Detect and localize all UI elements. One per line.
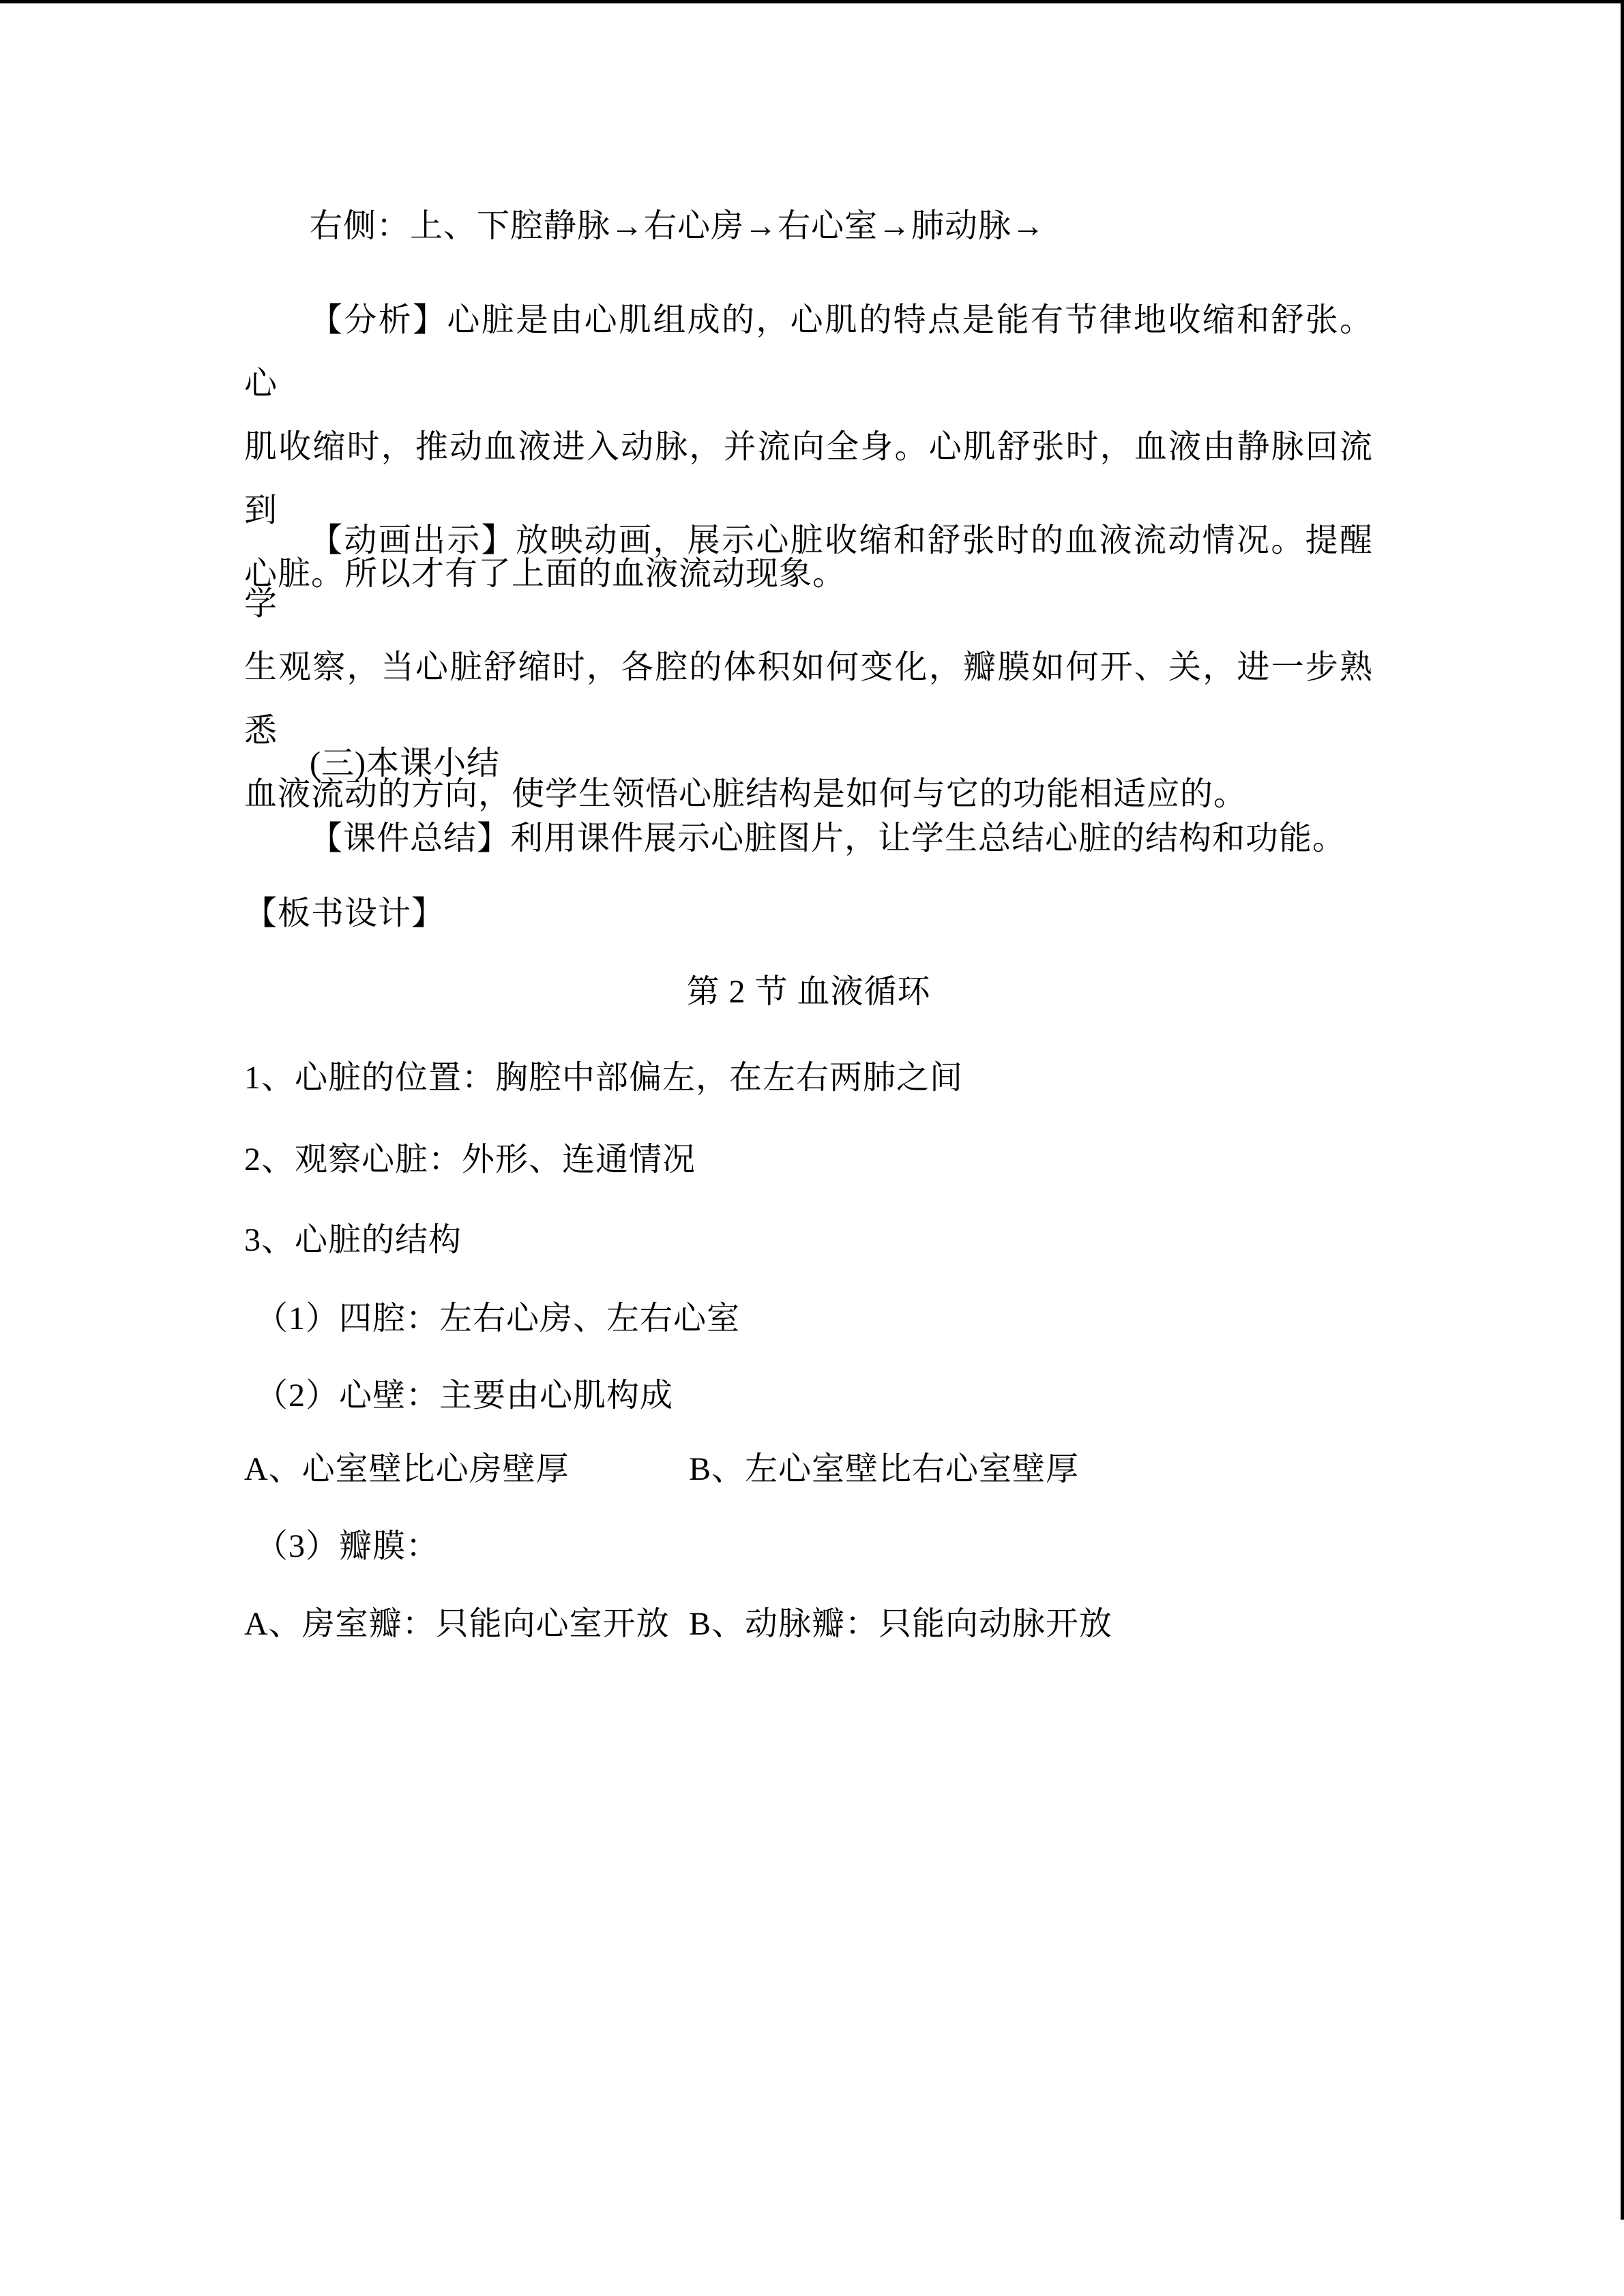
board-item-3: 3、心脏的结构 [244, 1222, 462, 1258]
valve-note-b: B、动脉瓣：只能向动脉开放 [689, 1606, 1113, 1642]
text-line: 心脏。所以才有了上面的血液流动现象。 [244, 556, 846, 592]
text-line: 肌收缩时，推动血液进入动脉，并流向全身。心肌舒张时，血液由静脉回流到 [244, 429, 1373, 528]
text-line: 【动画出示】放映动画，展示心脏收缩和舒张时的血液流动情况。提醒学 [244, 522, 1373, 622]
board-sub-item-1: （1）四腔：左右心房、左右心室 [255, 1300, 741, 1337]
board-title: 第 2 节 血液循环 [686, 974, 931, 1010]
text-line: 【分析】心脏是由心肌组成的，心肌的特点是能有节律地收缩和舒张。心 [244, 302, 1373, 402]
wall-note-a: A、心室壁比心房壁厚 [244, 1451, 570, 1487]
board-sub-item-3: （3）瓣膜： [255, 1528, 440, 1564]
page-top-border [0, 0, 1624, 3]
valve-notes-row [244, 1592, 1373, 1656]
courseware-summary-line: 【课件总结】利用课件展示心脏图片，让学生总结心脏的结构和功能。 [310, 820, 1346, 856]
flow-sequence-line: 右侧：上、下腔静脉→右心房→右心室→肺动脉→ [310, 208, 1046, 244]
wall-notes-row [244, 1437, 1373, 1501]
board-item-1: 1、心脏的位置：胸腔中部偏左，在左右两肺之间 [244, 1060, 964, 1096]
board-item-2: 2、观察心脏：外形、连通情况 [244, 1142, 696, 1178]
valve-note-a: A、房室瓣：只能向心室开放 [244, 1606, 670, 1642]
lesson-summary-heading: (三)本课小结 [310, 745, 500, 781]
page-right-border [1621, 0, 1624, 2220]
board-design-heading: 【板书设计】 [244, 895, 445, 931]
wall-note-b: B、左心室壁比右心室壁厚 [689, 1451, 1080, 1487]
text-line: 生观察，当心脏舒缩时，各腔的体积如何变化，瓣膜如何开、关，进一步熟悉 [244, 649, 1373, 749]
text-line: 血液流动的方向，使学生领悟心脏结构是如何与它的功能相适应的。 [244, 776, 1247, 812]
board-sub-item-2: （2）心壁：主要由心肌构成 [255, 1377, 674, 1414]
